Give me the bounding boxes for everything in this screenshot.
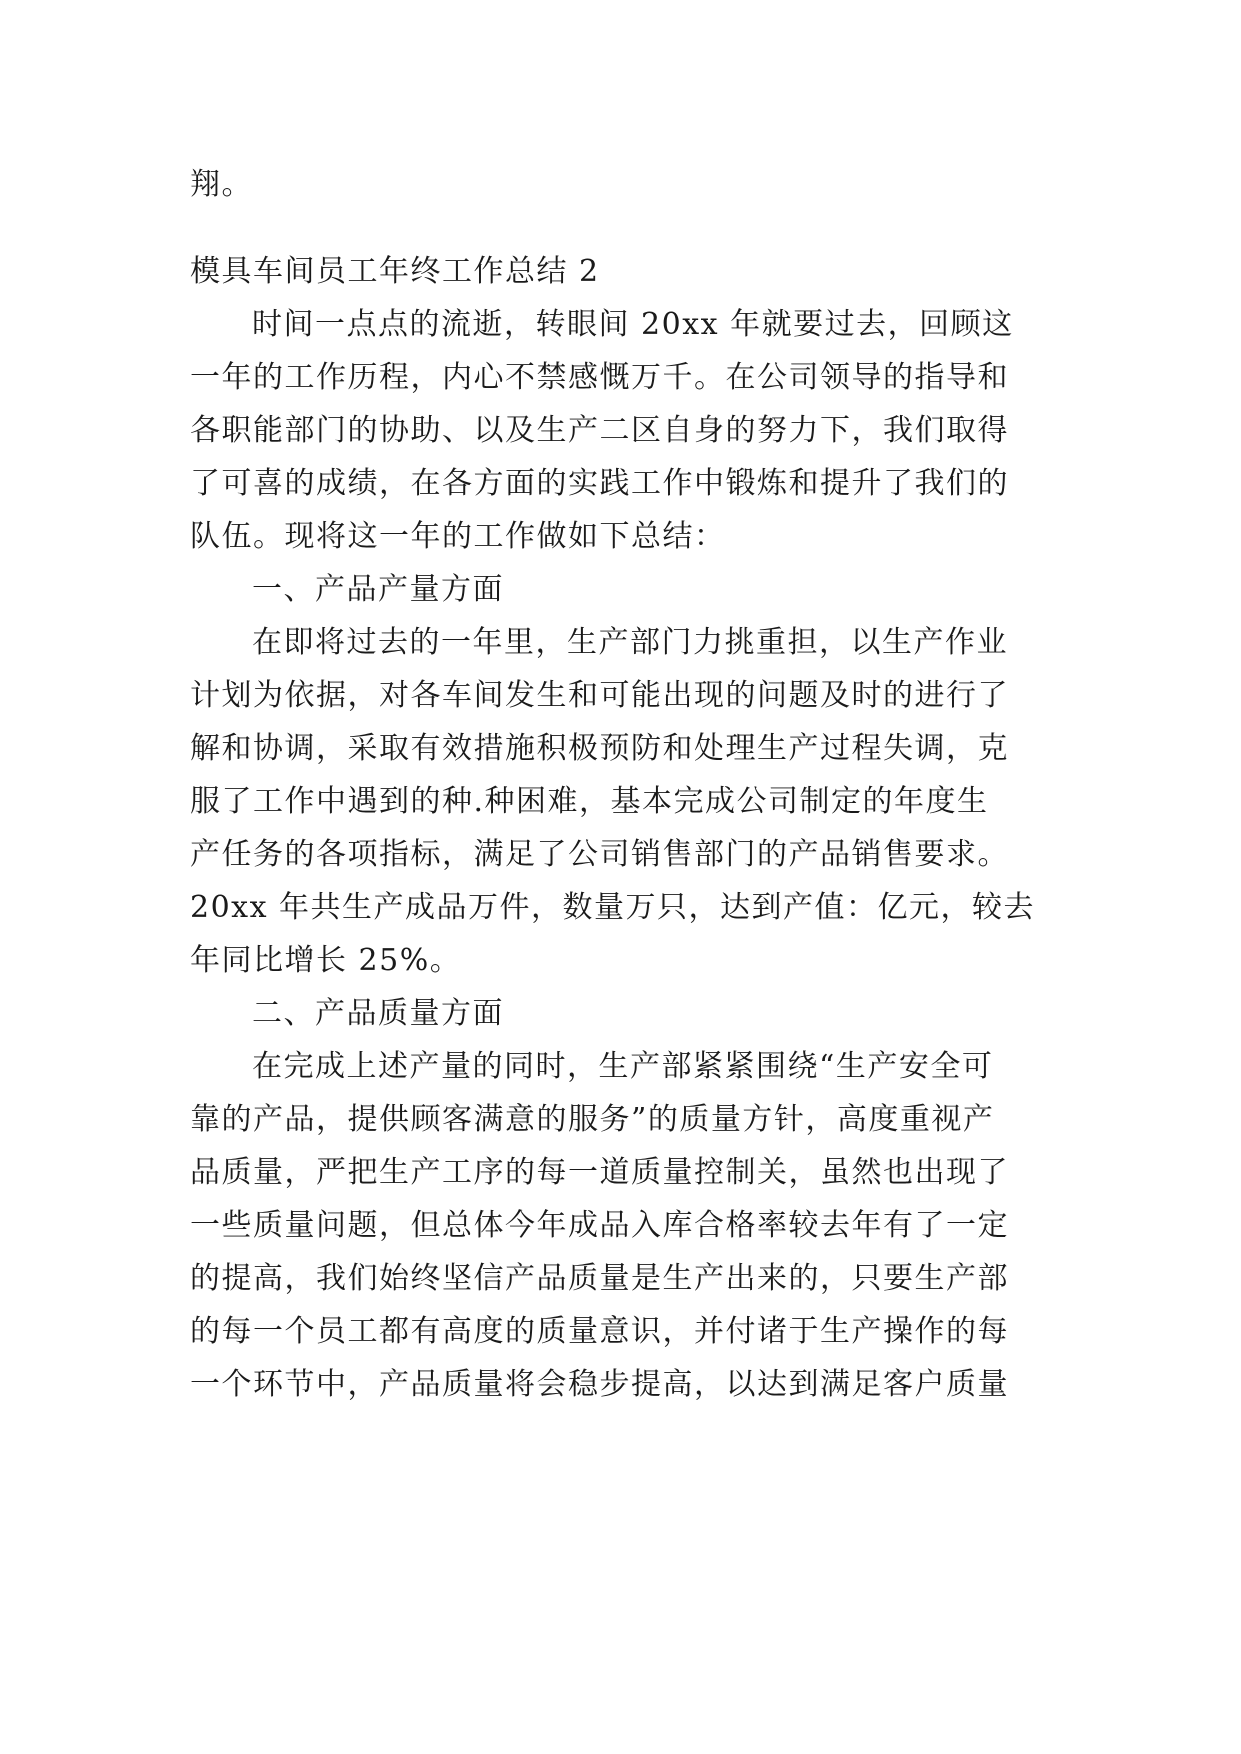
paragraph-line: 品质量，严把生产工序的每一道质量控制关，虽然也出现了 [190,1155,1009,1190]
paragraph-line: 20xx 年共生产成品万件，数量万只，达到产值：亿元，较去 [190,890,1036,925]
paragraph-line: 解和协调，采取有效措施积极预防和处理生产过程失调，克 [190,731,1009,766]
paragraph-line: 靠的产品，提供顾客满意的服务”的质量方针，高度重视产 [190,1102,995,1137]
paragraph-line: 一些质量问题，但总体今年成品入库合格率较去年有了一定 [190,1208,1009,1243]
paragraph-line: 翔。 [190,167,253,202]
paragraph-line: 年同比增长 25%。 [190,943,462,978]
paragraph-line: 服了工作中遇到的种.种困难，基本完成公司制定的年度生 [190,784,989,819]
paragraph-line: 了可喜的成绩，在各方面的实践工作中锻炼和提升了我们的 [190,466,1009,501]
section-title: 模具车间员工年终工作总结 2 [190,254,600,289]
subsection-heading: 二、产品质量方面 [252,996,504,1031]
paragraph-line: 的提高，我们始终坚信产品质量是生产出来的，只要生产部 [190,1261,1009,1296]
paragraph-line: 队伍。现将这一年的工作做如下总结： [190,519,726,554]
paragraph-line: 产任务的各项指标，满足了公司销售部门的产品销售要求。 [190,837,1009,872]
paragraph-line: 一年的工作历程，内心不禁感慨万千。在公司领导的指导和 [190,360,1009,395]
paragraph-line: 各职能部门的协助、以及生产二区自身的努力下，我们取得 [190,413,1009,448]
paragraph-line: 在完成上述产量的同时，生产部紧紧围绕“生产安全可 [252,1049,994,1084]
paragraph-line: 一个环节中，产品质量将会稳步提高，以达到满足客户质量 [190,1367,1009,1402]
paragraph-line: 计划为依据，对各车间发生和可能出现的问题及时的进行了 [190,678,1009,713]
paragraph-line: 的每一个员工都有高度的质量意识，并付诸于生产操作的每 [190,1314,1009,1349]
subsection-heading: 一、产品产量方面 [252,572,504,607]
paragraph-line: 时间一点点的流逝，转眼间 20xx 年就要过去，回顾这 [252,307,1014,342]
paragraph-line: 在即将过去的一年里，生产部门力挑重担，以生产作业 [252,625,1008,660]
